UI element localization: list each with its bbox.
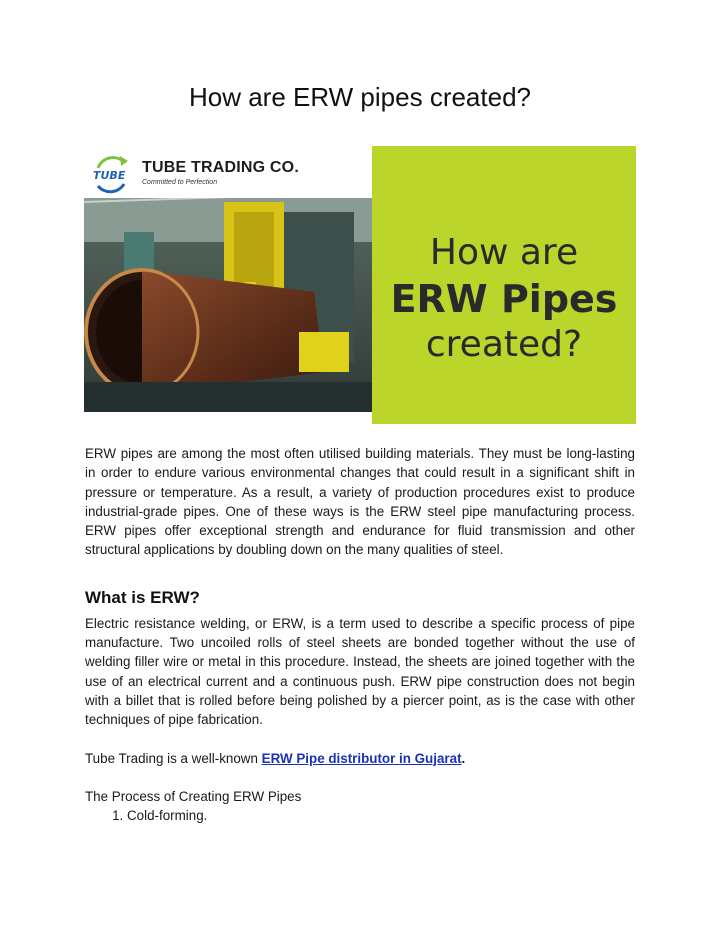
- logo-strip: [84, 146, 374, 198]
- headline-line-1: How are: [429, 232, 579, 273]
- article-banner: [84, 146, 636, 424]
- distributor-sentence: [85, 749, 635, 768]
- tube-trading-logo-icon: [90, 152, 132, 194]
- logo-icon-text: TUBE: [93, 169, 126, 182]
- distributor-prefix: Tube Trading is a well-known: [85, 750, 262, 766]
- intro-paragraph: ERW pipes are among the most often utilised building materials. They must be long-lasting in order to endure various environmental changes that could result in a significant shift in pressure or temperature. As a result, a variety of production procedures exist to produce industrial-grade pipes. One of these ways is the ERW steel pipe manufacturing process. ERW pipes offer exceptional strength and endurance for fluid transmission and other structural applications by doubling down on the many qualities of steel.: [85, 446, 635, 558]
- process-heading: The Process of Creating ERW Pipes: [85, 788, 302, 804]
- pipe-factory-photo: [84, 182, 374, 412]
- headline-line-3: created?: [425, 324, 583, 365]
- company-tagline: Committed to Perfection: [142, 179, 218, 186]
- section-heading-what-is-erw: What is ERW?: [85, 587, 200, 607]
- erw-definition-paragraph: Electric resistance welding, or ERW, is a term used to describe a specific process of pipe manufacture. Two uncoiled rolls of steel sheets are bonded together without the use of welding filler wire or metal in this procedure. Instead, the sheets are joined together with the use of an electrical current and a continuous push. ERW pipe construction does not begin with a billet that is rolled before being polished by a piercer point, as is the case with other techniques of pipe fabrication.: [85, 615, 635, 728]
- article-body: [85, 444, 635, 825]
- distributor-suffix: .: [461, 750, 466, 766]
- process-steps-list: [85, 806, 635, 825]
- company-name: TUBE TRADING CO.: [142, 159, 299, 176]
- headline-line-2: ERW Pipes: [390, 277, 618, 321]
- list-item: 1. Cold-forming.: [127, 806, 635, 825]
- erw-pipe-distributor-link[interactable]: ERW Pipe distributor in Gujarat: [261, 750, 462, 766]
- page-title: How are ERW pipes created?: [188, 82, 531, 112]
- headline-panel: [372, 146, 636, 424]
